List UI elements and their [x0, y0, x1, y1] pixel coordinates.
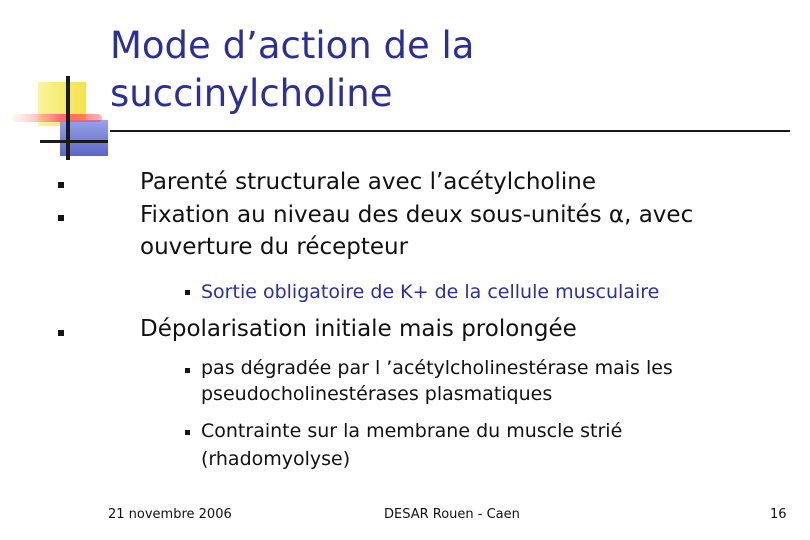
logo-vertical-line	[66, 76, 70, 160]
logo-red-bar	[12, 114, 102, 122]
slide-title	[110, 22, 750, 118]
sub-bullet-text-continuation: pseudocholinestérases plasmatiques	[201, 383, 553, 405]
footer-date: 21 novembre 2006	[108, 507, 232, 522]
title-underline	[110, 130, 790, 132]
sub-bullet-text: Contrainte sur la membrane du muscle strié	[201, 420, 623, 442]
bullet-marker	[58, 215, 64, 221]
sub-bullet-marker	[185, 368, 190, 373]
page-number: 16	[770, 507, 787, 522]
footer-center: DESAR Rouen - Caen	[384, 507, 520, 522]
sub-bullet-text-continuation: (rhadomyolyse)	[201, 448, 351, 470]
sub-bullet-marker	[185, 430, 190, 435]
sub-bullet-marker	[185, 290, 190, 295]
bullet-marker	[58, 182, 64, 188]
bullet-marker	[58, 330, 64, 336]
decorative-logo	[0, 0, 110, 170]
bullet-text: Fixation au niveau des deux sous-unités α, avec	[140, 202, 694, 228]
bullet-text: Parenté structurale avec l’acétylcholine	[140, 169, 596, 195]
sub-bullet-text: pas dégradée par l ’acétylcholinestérase mais les	[201, 357, 673, 379]
slide-title-line-2: succinylcholine	[110, 72, 393, 115]
bullet-text-continuation: ouverture du récepteur	[140, 234, 409, 260]
bullet-text: Dépolarisation initiale mais prolongée	[140, 316, 577, 342]
sub-bullet-text: Sortie obligatoire de K+ de la cellule musculaire	[201, 281, 660, 303]
logo-horizontal-line	[40, 140, 108, 143]
slide-title-line-1: Mode d’action de la	[110, 24, 475, 67]
